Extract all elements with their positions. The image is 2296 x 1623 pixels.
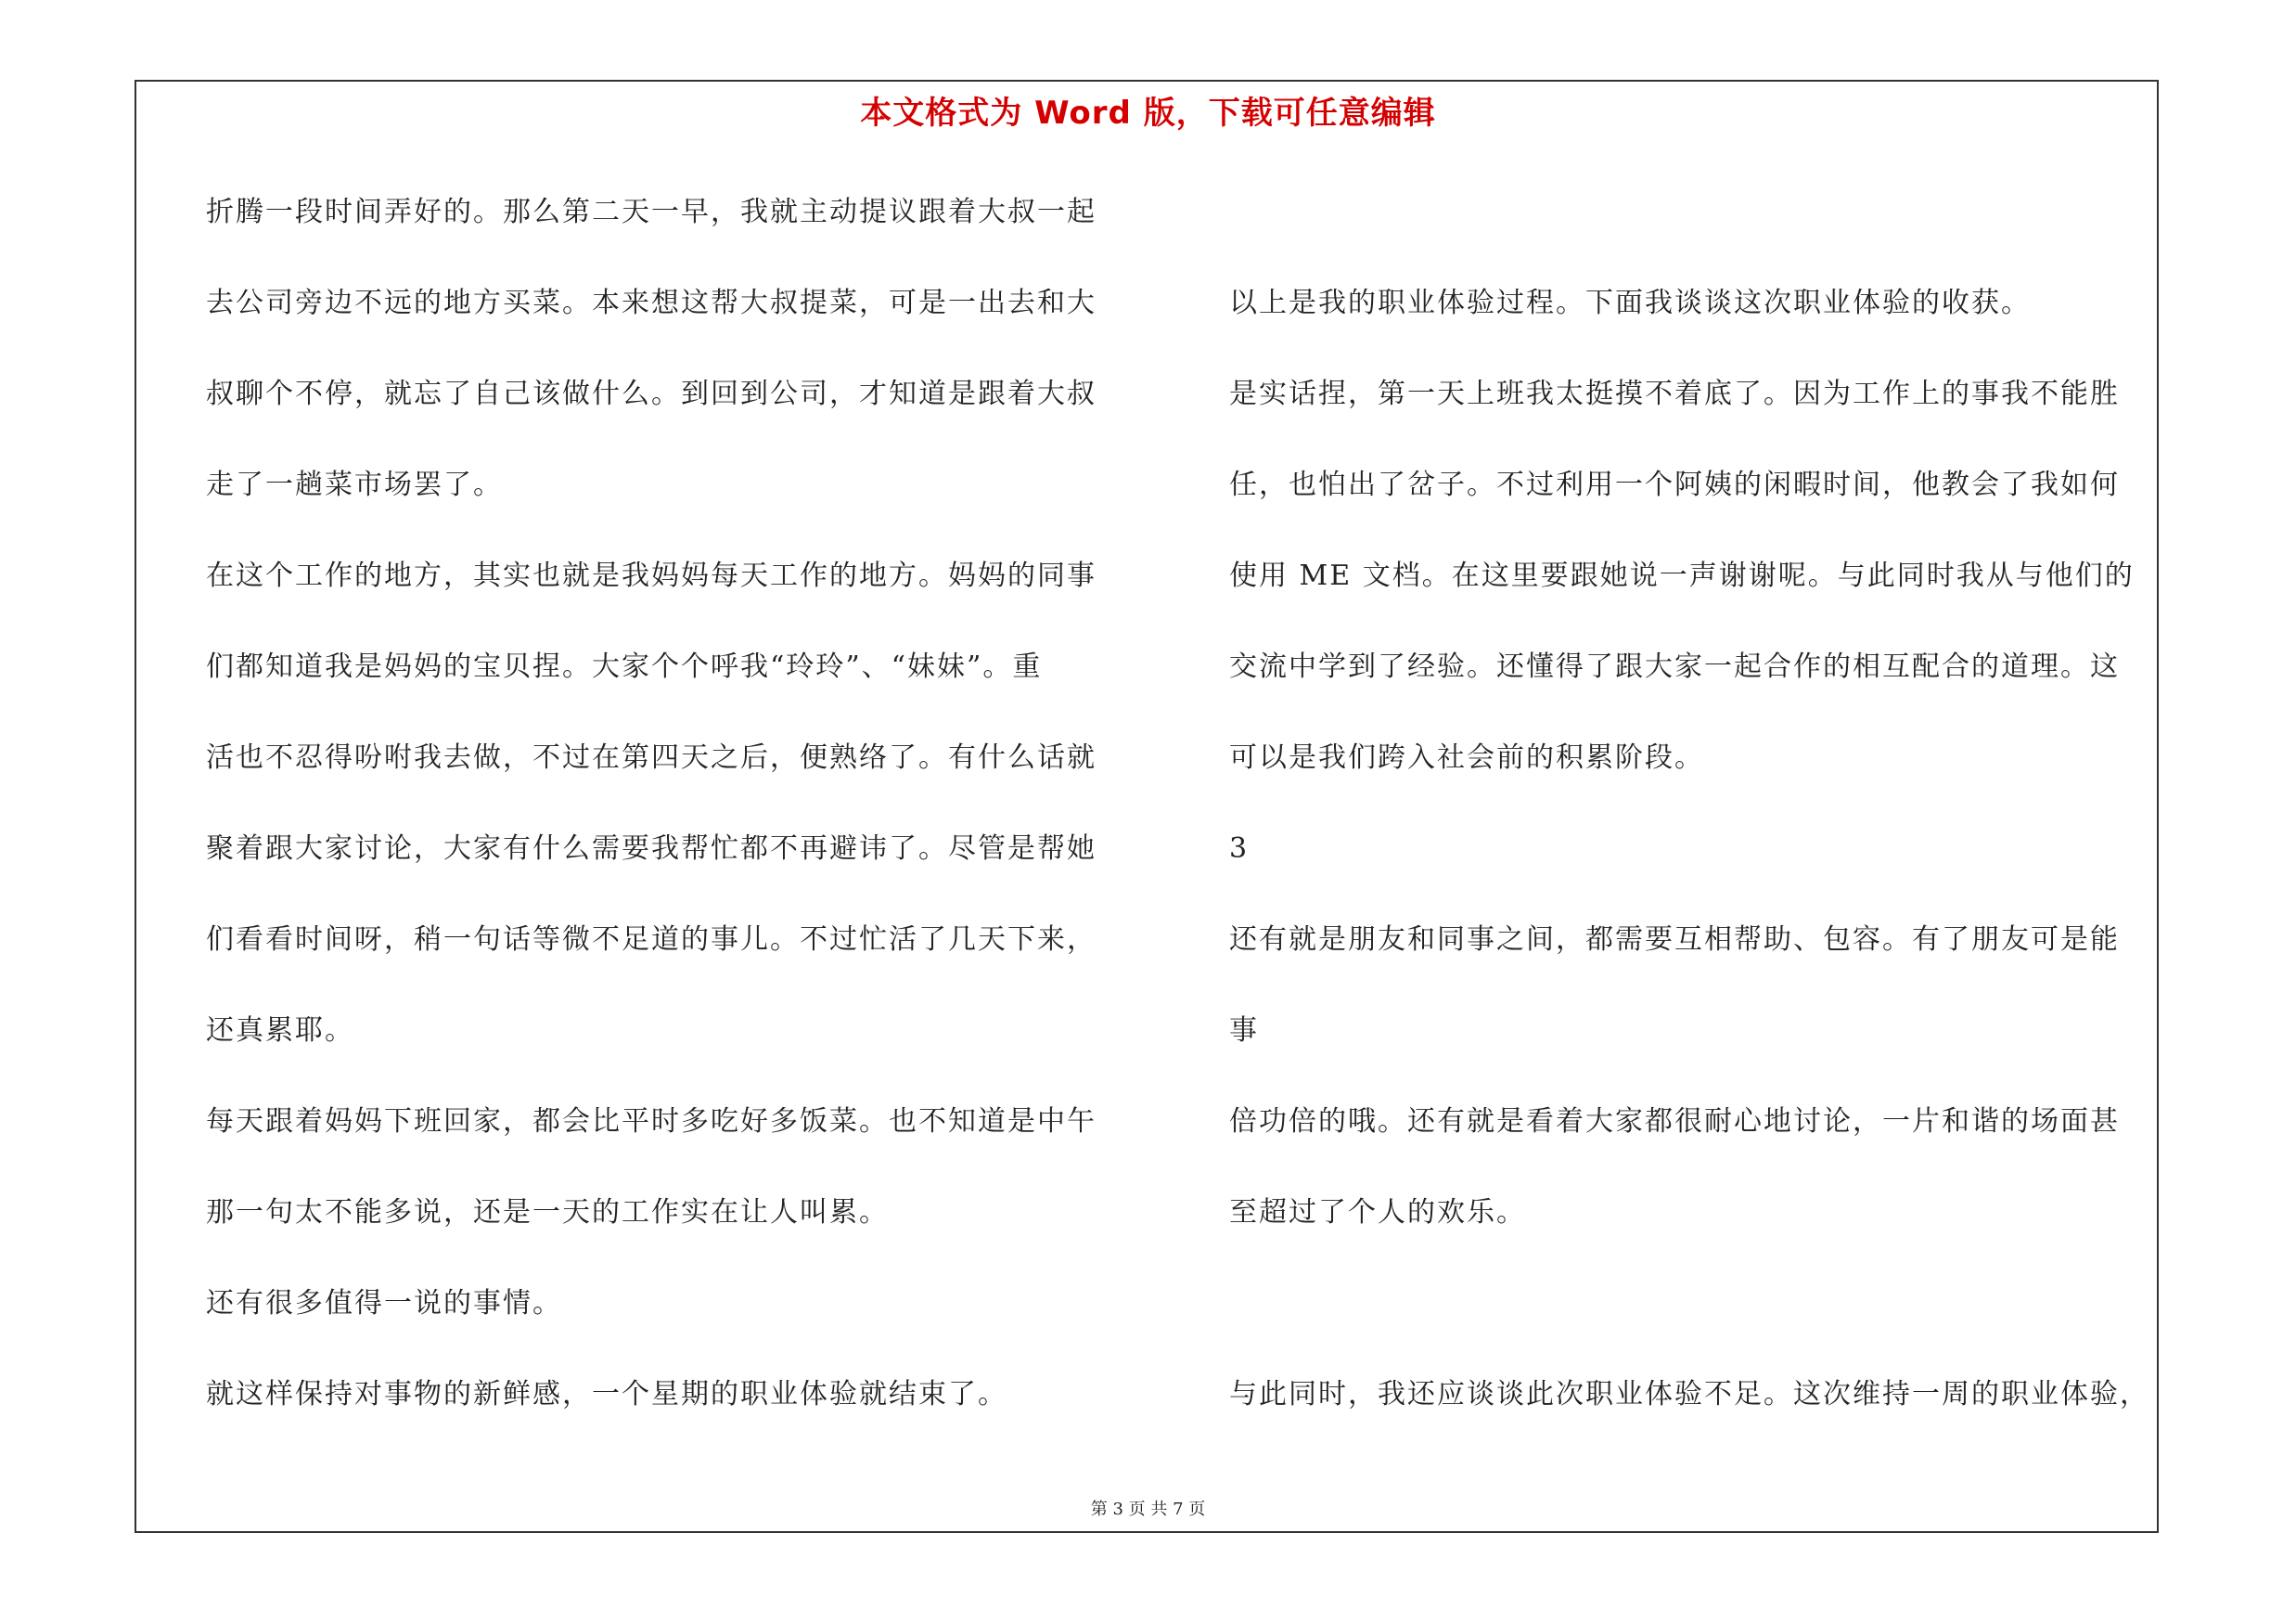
- text-line: 折腾一段时间弄好的。那么第二天一早，我就主动提议跟着大叔一起: [206, 196, 1097, 228]
- text-line: 在这个工作的地方，其实也就是我妈妈每天工作的地方。妈妈的同事: [206, 560, 1097, 592]
- text-line: 交流中学到了经验。还懂得了跟大家一起合作的相互配合的道理。这: [1229, 650, 2120, 683]
- page-number-footer: 第 3 页 共 7 页: [1090, 1500, 1206, 1519]
- text-line: 事: [1229, 1014, 1259, 1047]
- word-format-banner: 本文格式为 Word 版，下载可任意编辑: [860, 95, 1436, 132]
- text-line: 还有就是朋友和同事之间，都需要互相帮助、包容。有了朋友可是能: [1229, 923, 2120, 956]
- text-line: 还真累耶。: [206, 1014, 354, 1047]
- text-line: 们看看时间呀，稍一句话等微不足道的事儿。不过忙活了几天下来，: [206, 923, 1097, 956]
- text-line: 与此同时，我还应谈谈此次职业体验不足。这次维持一周的职业体验，: [1229, 1378, 2149, 1410]
- text-line: 倍功倍的哦。还有就是看着大家都很耐心地讨论，一片和谐的场面甚: [1229, 1105, 2120, 1138]
- text-line: 至超过了个人的欢乐。: [1229, 1196, 1526, 1229]
- text-line: 是实话捏，第一天上班我太挺摸不着底了。因为工作上的事我不能胜: [1229, 378, 2120, 410]
- text-line: 使用 ME 文档。在这里要跟她说一声谢谢呢。与此同时我从与他们的: [1229, 560, 2135, 592]
- text-line: 活也不忍得吩咐我去做，不过在第四天之后，便熟络了。有什么话就: [206, 741, 1097, 774]
- text-line: 去公司旁边不远的地方买菜。本来想这帮大叔提菜，可是一出去和大: [206, 287, 1097, 319]
- text-line: 走了一趟菜市场罢了。: [206, 469, 503, 501]
- text-line: 那一句太不能多说，还是一天的工作实在让人叫累。: [206, 1196, 889, 1229]
- text-line: 就这样保持对事物的新鲜感，一个星期的职业体验就结束了。: [206, 1378, 1007, 1410]
- text-line: 任，也怕出了岔子。不过利用一个阿姨的闲暇时间，他教会了我如何: [1229, 469, 2120, 501]
- text-line: 叔聊个不停，就忘了自己该做什么。到回到公司，才知道是跟着大叔: [206, 378, 1097, 410]
- text-line: 还有很多值得一说的事情。: [206, 1287, 562, 1320]
- section-number: 3: [1229, 832, 1250, 865]
- text-line: 聚着跟大家讨论，大家有什么需要我帮忙都不再避讳了。尽管是帮她: [206, 832, 1097, 865]
- text-line: 可以是我们跨入社会前的积累阶段。: [1229, 741, 1704, 774]
- text-line: 们都知道我是妈妈的宝贝捏。大家个个呼我“玲玲”、“妹妹”。重: [206, 650, 1043, 683]
- text-line: 每天跟着妈妈下班回家，都会比平时多吃好多饭菜。也不知道是中午: [206, 1105, 1097, 1138]
- text-line: 以上是我的职业体验过程。下面我谈谈这次职业体验的收获。: [1229, 287, 2031, 319]
